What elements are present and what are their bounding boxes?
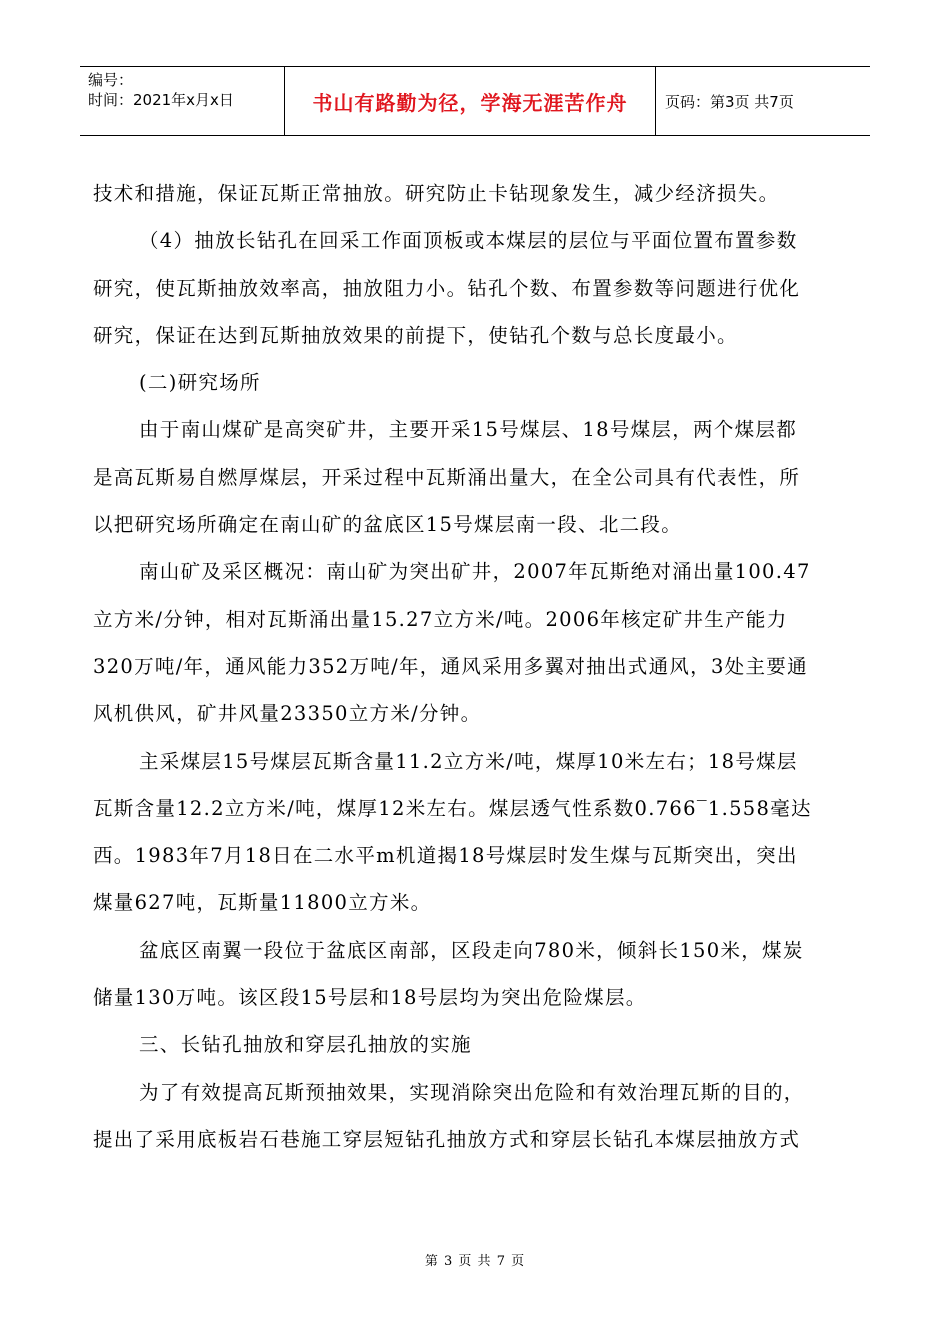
document-time-label: 时间：2021年x月x日 [88, 91, 234, 109]
body-line: 由于南山煤矿是高突矿井，主要开采15号煤层、18号煤层，两个煤层都 [139, 418, 798, 442]
section-heading: (二)研究场所 [139, 371, 261, 395]
body-line: 研究，保证在达到瓦斯抽放效果的前提下，使钻孔个数与总长度最小。 [93, 323, 738, 347]
body-line: 是高瓦斯易自燃厚煤层，开采过程中瓦斯涌出量大，在全公司具有代表性，所 [93, 465, 801, 489]
body-line: 盆底区南翼一段位于盆底区南部，区段走向780米，倾斜长150米，煤炭 [139, 938, 804, 962]
header-page-code: 页码：第3页 共7页 [665, 92, 794, 111]
body-line: 风机供风，矿井风量23350立方米/分钟。 [93, 702, 482, 726]
body-line: 以把研究场所确定在南山矿的盆底区15号煤层南一段、北二段。 [93, 513, 683, 537]
body-line: 西。1983年7月18日在二水平m机道揭18号煤层时发生煤与瓦斯突出，突出 [93, 844, 798, 868]
section-heading: 三、长钻孔抽放和穿层孔抽放的实施 [139, 1033, 472, 1057]
body-line: （4）抽放长钻孔在回采工作面顶板或本煤层的层位与平面位置布置参数 [139, 229, 798, 253]
body-line: 320万吨/年，通风能力352万吨/年，通风采用多翼对抽出式通风，3处主要通 [93, 654, 808, 678]
body-line: 研究，使瓦斯抽放效率高，抽放阻力小。钻孔个数、布置参数等问题进行优化 [93, 276, 801, 300]
body-line: 煤量627吨，瓦斯量11800立方米。 [93, 891, 432, 915]
body-line: 主采煤层15号煤层瓦斯含量11.2立方米/吨，煤厚10米左右；18号煤层 [139, 749, 798, 773]
body-line: 立方米/分钟，相对瓦斯涌出量15.27立方米/吨。2006年核定矿井生产能力 [93, 607, 788, 631]
header-divider [655, 66, 656, 136]
body-line: 南山矿及采区概况：南山矿为突出矿井，2007年瓦斯绝对涌出量100.47 [139, 560, 811, 584]
body-line: 技术和措施，保证瓦斯正常抽放。研究防止卡钻现象发生，减少经济损失。 [93, 182, 780, 205]
page-header [80, 66, 870, 136]
body-line: 为了有效提高瓦斯预抽效果，实现消除突出危险和有效治理瓦斯的目的， [139, 1080, 805, 1104]
document-body [93, 170, 863, 1163]
header-meta [88, 70, 283, 110]
header-motto: 书山有路勤为径，学海无涯苦作舟 [312, 90, 628, 115]
page-footer: 第 3 页 共 7 页 [424, 1254, 526, 1269]
body-line: 瓦斯含量12.2立方米/吨，煤厚12米左右。煤层透气性系数0.766‾1.558毫达 [93, 796, 812, 820]
body-line: 储量130万吨。该区段15号层和18号层均为突出危险煤层。 [93, 986, 647, 1010]
document-number-label: 编号： [88, 71, 134, 89]
body-line: 提出了采用底板岩石巷施工穿层短钻孔抽放方式和穿层长钻孔本煤层抽放方式 [93, 1127, 801, 1151]
